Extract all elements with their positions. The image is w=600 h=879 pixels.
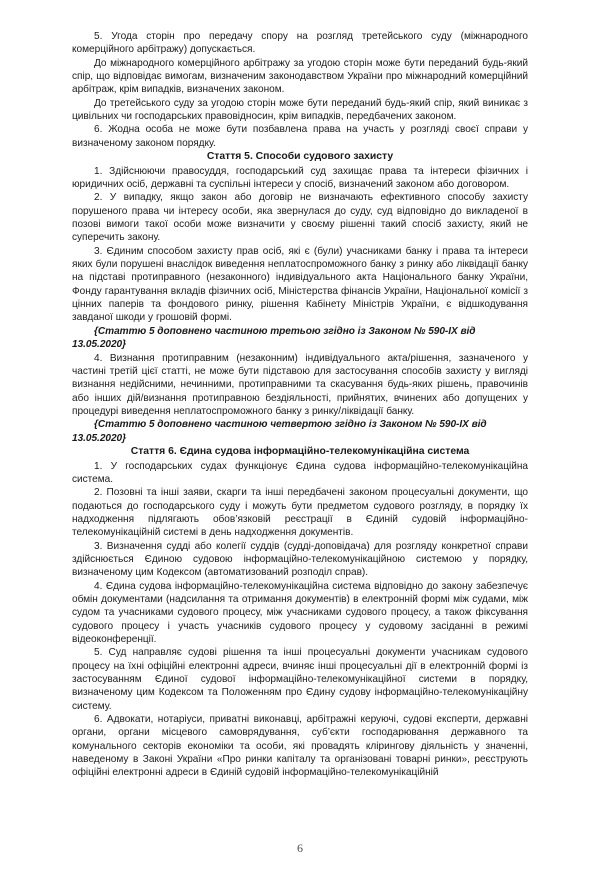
paragraph-article6-part6: 6. Адвокати, нотаріуси, приватні виконавці, арбітражні керуючі, судові експерти, державні органи, органи місцевого самоврядування, суб’єкти господарювання державного та комунального секторів економіки та особи, які провадять клірингову діяльність у значенні, наведеному в Законі України «Про ринки капіталу та організовані товарні ринки», реєструють офіційні електронні адреси в Єдиній судовій інформаційно-телекомунікаційній [72, 714, 528, 779]
heading-article-5: Стаття 5. Способи судового захисту [206, 151, 394, 163]
paragraph-article5-part1: 1. Здійснюючи правосуддя, господарський суд захищає права та інтереси фізичних і юридичних осіб, державні та суспільні інтереси у спосіб, визначений законом або договором. [72, 165, 528, 191]
paragraph-third-party-court: До третейського суду за угодою сторін може бути переданий будь-який спір, який виникає з цивільних чи господарських правовідносин, крім випадків, передбачених законом. [72, 97, 528, 123]
amendment-note-article5-part4: {Статтю 5 доповнено частиною четвертою згідно із Законом № 590-IX від 13.05.2020} [72, 419, 487, 444]
amendment-note-article5-part3: {Статтю 5 доповнено частиною третьою згідно із Законом № 590-IX від 13.05.2020} [72, 325, 476, 351]
paragraph-article6-part1: 1. У господарських судах функціонує Єдина судова інформаційно-телекомунікаційна система. [72, 460, 528, 485]
paragraph-article5-part2: 2. У випадку, якщо закон або договір не визначають ефективного способу захисту порушеного права чи інтересу особи, яка звернулася до суду, суд відповідно до викладеної в позові вимоги такої особи може визначити у своєму рішенні такий спосіб захисту, який не суперечить закону. [72, 192, 528, 244]
paragraph-article6-part4: 4. Єдина судова інформаційно-телекомунікаційна система відповідно до закону забезпечує обмін документами (надсилання та отримання документів) в електронній формі між судами, між судом та учасниками судового процесу, між учасниками судового процесу, а також фіксування судового процесу і участь учасників судового процесу у судовому засіданні в режимі відеоконференції. [72, 580, 528, 645]
paragraph-article6-part2: 2. Позовні та інші заяви, скарги та інші передбачені законом процесуальні документи, що подаються до господарського суду і можуть бути предметом судового розгляду, в порядку їх надходження підлягають обов’язковій реєстрації в Єдиній судовій інформаційно-телекомунікаційній системі в день надходження документів. [72, 487, 528, 539]
paragraph-article6-part3: 3. Визначення судді або колегії суддів (судді-доповідача) для розгляду конкретної справи здійснюється Єдиною судовою інформаційно-телекомунікаційною системою у порядку, визначеному цим Кодексом (автоматизований розподіл справ). [72, 540, 528, 579]
paragraph-article5-part3: 3. Єдиним способом захисту прав осіб, які є (були) учасниками банку і права та інтереси яких були порушені внаслідок виведення неплатоспроможного банку з ринку або ліквідації банку на підставі протиправного (незаконного) індивідуального акта Національного банку України, Фонду гарантування вкладів фізичних осіб, Міністерства фінансів України, Національної комісії з цінних паперів та фондового ринку, рішення Кабінету Міністрів України, є відшкодування завданої шкоди у грошовій формі. [72, 245, 528, 324]
paragraph-international-arbitration: До міжнародного комерційного арбітражу за угодою сторін може бути переданий будь-який спір, що відповідає вимогам, визначеним законодавством України про міжнародний комерційний арбітраж, крім випадків, визначених законом. [72, 57, 528, 96]
paragraph-article6-part5: 5. Суд направляє судові рішення та інші процесуальні документи учасникам судового процесу на їхні офіційні електронні адреси, вчиняє інші процесуальні дії в електронній формі із застосуванням Єдиної судової інформаційно-телекомунікаційної системи в порядку, визначеному цим Кодексом та Положенням про Єдину судову інформаційно-телекомунікаційну систему. [72, 647, 528, 712]
paragraph-no-deprivation-of-rights: 6. Жодна особа не може бути позбавлена права на участь у розгляді своєї справи у визначеному законом порядку. [72, 124, 528, 149]
heading-article-6: Стаття 6. Єдина судова інформаційно-телекомунікаційна система [130, 445, 470, 457]
paragraph-article5-part4: 4. Визнання протиправним (незаконним) індивідуального акта/рішення, зазначеного у частині третій цієї статті, не може бути підставою для застосування способів захисту у вигляді визнання недійсними, нечинними, протиправними та скасування будь-яких рішень, правочинів або інших дій/визнання протиправною бездіяльності, прийнятих, вчинених або допущених у процедурі виведення неплатоспроможного банку з ринку/ліквідації банку. [72, 352, 528, 417]
page-text-column [72, 30, 528, 780]
paragraph-arbitration-agreement: 5. Угода сторін про передачу спору на розгляд третейського суду (міжнародного комерційного арбітражу) допускається. [72, 31, 528, 56]
page-number: 6 [297, 841, 303, 855]
